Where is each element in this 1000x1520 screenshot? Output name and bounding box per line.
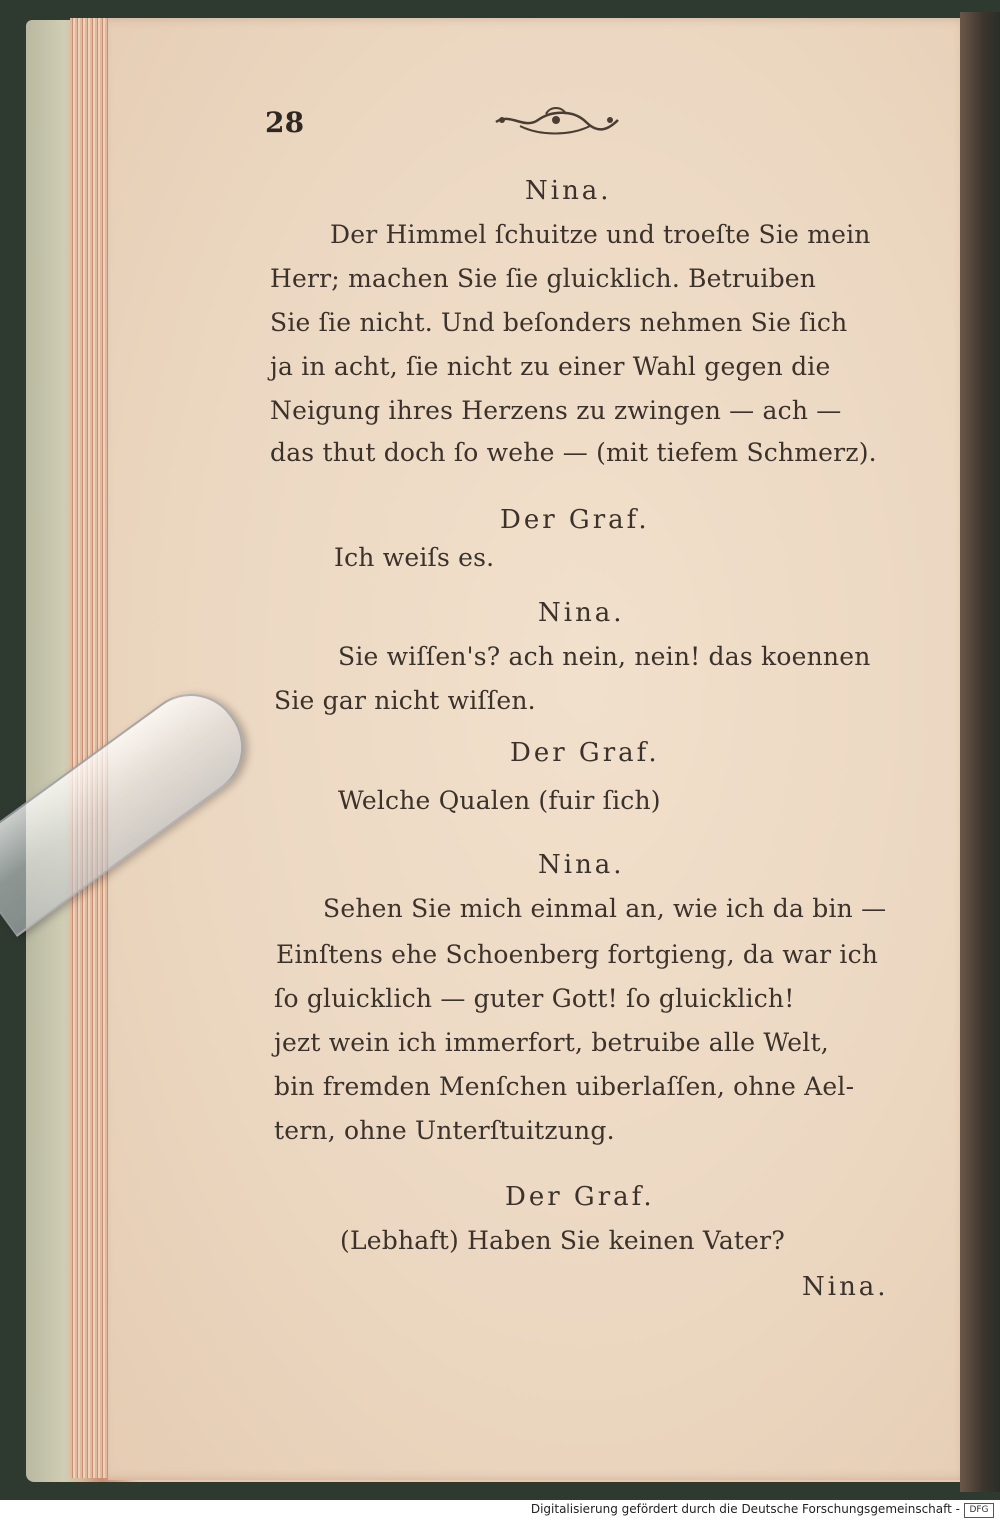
- text-line: ſo gluicklich — guter Gott! ſo gluicklich!: [274, 984, 795, 1013]
- text-line: Welche Qualen (fuir ſich): [338, 786, 661, 815]
- speaker-name: Nina.: [538, 850, 625, 880]
- speaker-name: Der Graf.: [505, 1182, 655, 1212]
- speaker-name: Nina.: [802, 1272, 889, 1302]
- text-line: (Lebhaft) Haben Sie keinen Vater?: [340, 1226, 785, 1255]
- speaker-name: Der Graf.: [510, 738, 660, 768]
- text-line: Einſtens ehe Schoenberg fortgieng, da war ich: [276, 940, 879, 969]
- speaker-name: Der Graf.: [500, 505, 650, 535]
- speaker-name: Nina.: [525, 176, 612, 206]
- text-line: Sie ſie nicht. Und beſonders nehmen Sie ſich: [270, 308, 848, 337]
- footer-bar: [0, 1500, 1000, 1520]
- text-line: Sie wiſſen's? ach nein, nein! das koennen: [338, 642, 871, 671]
- speaker-name: Nina.: [538, 598, 625, 628]
- dfg-logo: DFG: [964, 1503, 994, 1518]
- text-line: Neigung ihres Herzens zu zwingen — ach —: [270, 396, 842, 425]
- text-line: Der Himmel ſchuitze und troeſte Sie mein: [330, 220, 871, 249]
- text-line: tern, ohne Unterſtuitzung.: [274, 1116, 615, 1145]
- text-line: ja in acht, ſie nicht zu einer Wahl gegen die: [270, 352, 831, 381]
- text-line: jezt wein ich immerfort, betruibe alle Welt,: [274, 1028, 829, 1057]
- text-line: Sehen Sie mich einmal an, wie ich da bin —: [323, 894, 887, 923]
- text-line: bin fremden Menſchen uiberlaſſen, ohne Ael-: [274, 1072, 855, 1101]
- text-line: Ich weiſs es.: [334, 543, 495, 572]
- page-number: 28: [265, 106, 305, 139]
- text-line: Herr; machen Sie ſie gluicklich. Betruiben: [270, 264, 817, 293]
- text-line: das thut doch ſo wehe — (mit tiefem Schmerz).: [270, 438, 877, 467]
- text-line: Sie gar nicht wiſſen.: [274, 686, 536, 715]
- funding-credit: Digitalisierung gefördert durch die Deutsche Forschungsgemeinschaft -: [530, 1502, 960, 1516]
- binding-shadow: [960, 12, 1000, 1492]
- ornament-icon: [490, 100, 622, 140]
